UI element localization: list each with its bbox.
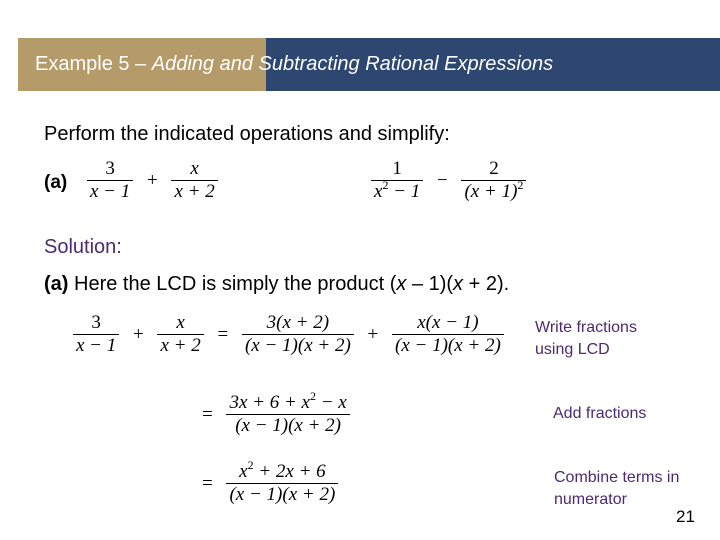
denominator: (x − 1)(x + 2) bbox=[229, 484, 336, 505]
equals-sign: = bbox=[202, 403, 213, 425]
numerator: $x^2 + 2x + 6$ bbox=[226, 461, 338, 484]
denominator: $(x + 1)^2$ bbox=[464, 178, 524, 202]
solution-lcd-statement: (a) Here the LCD is simply the product (x – 1)(x + 2). bbox=[44, 273, 510, 295]
fraction bbox=[171, 158, 217, 203]
problem-expression-2 bbox=[368, 158, 529, 203]
instruction-text: Perform the indicated operations and simplify: bbox=[44, 123, 450, 145]
plus-operator: + bbox=[367, 323, 379, 345]
numerator: 3 bbox=[73, 312, 119, 335]
plus-operator: + bbox=[133, 323, 144, 345]
step-1-equation bbox=[70, 312, 507, 357]
denominator: $x^2 - 1$ bbox=[374, 178, 421, 202]
step-2-equation bbox=[196, 389, 353, 437]
minus-operator: − bbox=[437, 169, 448, 191]
fraction bbox=[226, 389, 349, 437]
fraction bbox=[226, 458, 338, 506]
denominator: (x − 1)(x + 2) bbox=[244, 335, 351, 356]
fraction bbox=[87, 158, 133, 203]
numerator: 3 bbox=[87, 158, 133, 181]
denominator: (x − 1)(x + 2) bbox=[235, 415, 342, 436]
numerator: x bbox=[171, 158, 217, 181]
step-3-equation bbox=[196, 458, 341, 506]
slide-title-lead: Example 5 – bbox=[35, 53, 152, 75]
fraction bbox=[392, 312, 504, 357]
fraction bbox=[157, 312, 203, 357]
numerator: 1 bbox=[371, 158, 423, 181]
step-1-note: Write fractions using LCD bbox=[535, 319, 637, 358]
numerator: 2 bbox=[461, 158, 526, 181]
plus-operator: + bbox=[147, 169, 158, 191]
numerator: x(x − 1) bbox=[392, 312, 504, 335]
problem-expression-1 bbox=[84, 158, 221, 203]
denominator: x − 1 bbox=[90, 181, 131, 202]
numerator: $3x + 6 + x^2 - x$ bbox=[226, 392, 349, 415]
page-number: 21 bbox=[676, 507, 695, 526]
equals-sign: = bbox=[202, 472, 213, 494]
problem-part-label: (a) bbox=[44, 172, 68, 193]
slide-title-topic: Adding and Subtracting Rational Expressions bbox=[151, 53, 554, 75]
denominator: x + 2 bbox=[160, 335, 201, 356]
denominator: x + 2 bbox=[174, 181, 215, 202]
step-2-note: Add fractions bbox=[553, 405, 647, 422]
solution-heading: Solution: bbox=[44, 236, 122, 258]
fraction bbox=[242, 312, 354, 357]
equals-sign: = bbox=[217, 323, 229, 345]
numerator: x bbox=[157, 312, 203, 335]
numerator: 3(x + 2) bbox=[242, 312, 354, 335]
fraction bbox=[371, 158, 423, 203]
fraction bbox=[461, 158, 526, 203]
denominator: (x − 1)(x + 2) bbox=[395, 335, 501, 356]
slide-title bbox=[35, 53, 553, 76]
fraction bbox=[73, 312, 119, 357]
step-3-note: Combine terms in numerator bbox=[554, 469, 680, 508]
denominator: x − 1 bbox=[76, 335, 117, 356]
